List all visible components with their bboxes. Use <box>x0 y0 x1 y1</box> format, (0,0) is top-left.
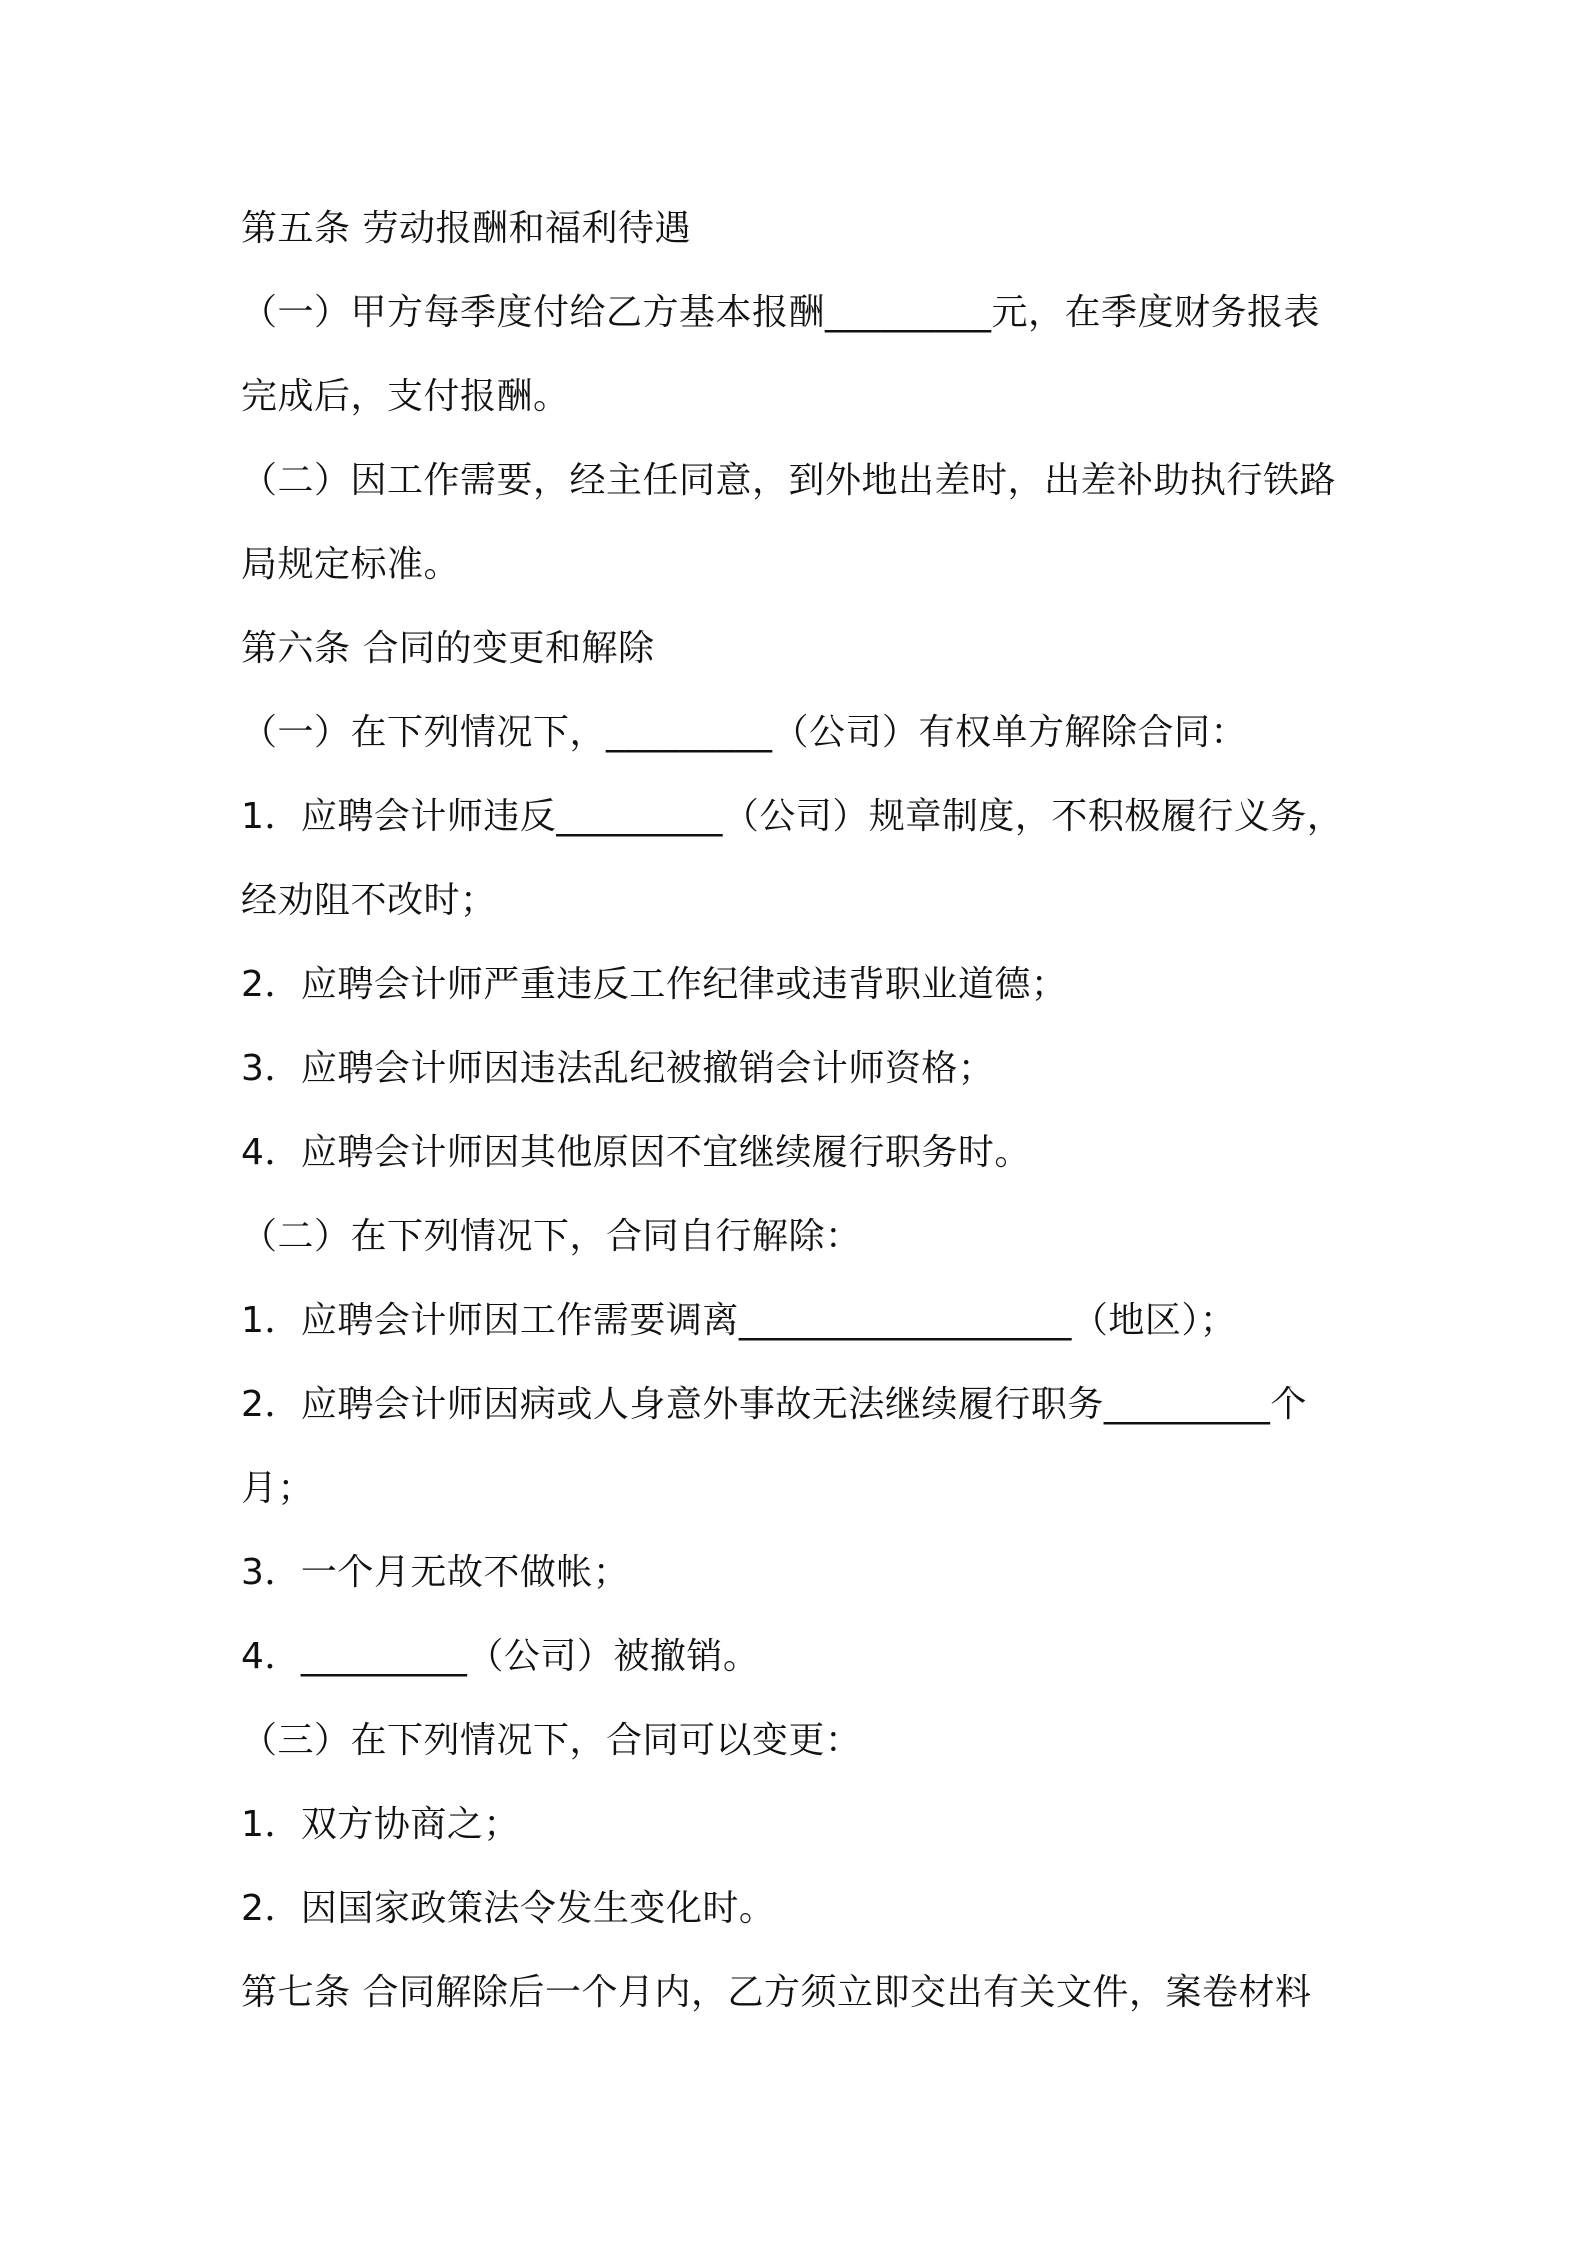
article-6-heading: 第六条 合同的变更和解除 <box>241 628 655 669</box>
clause-6-1-intro: （一）在下列情况下，_________（公司）有权单方解除合同： <box>241 712 1248 753</box>
clause-6-2-intro: （二）在下列情况下，合同自行解除： <box>241 1216 862 1257</box>
clause-6-2-item-2-line-1: 2．应聘会计师因病或人身意外事故无法继续履行职务_________个 <box>241 1384 1307 1425</box>
clause-6-2-item-3: 3．一个月无故不做帐； <box>241 1552 630 1593</box>
clause-5-2-line-2: 局规定标准。 <box>241 544 461 585</box>
clause-6-1-item-3: 3．应聘会计师因违法乱纪被撤销会计师资格； <box>241 1048 995 1089</box>
article-5-heading: 第五条 劳动报酬和福利待遇 <box>241 208 691 249</box>
clause-5-1-line-1: （一）甲方每季度付给乙方基本报酬_________元，在季度财务报表 <box>241 292 1321 333</box>
clause-6-1-item-2: 2．应聘会计师严重违反工作纪律或违背职业道德； <box>241 964 1068 1005</box>
clause-6-3-intro: （三）在下列情况下，合同可以变更： <box>241 1720 862 1761</box>
clause-6-1-item-1-line-1: 1．应聘会计师违反_________（公司）规章制度，不积极履行义务， <box>241 796 1344 837</box>
clause-5-2-line-1: （二）因工作需要，经主任同意，到外地出差时，出差补助执行铁路 <box>241 460 1337 501</box>
clause-6-1-item-1-line-2: 经劝阻不改时； <box>241 880 497 921</box>
clause-6-1-item-4: 4．应聘会计师因其他原因不宜继续履行职务时。 <box>241 1132 1031 1173</box>
clause-6-3-item-2: 2．因国家政策法令发生变化时。 <box>241 1888 776 1929</box>
clause-5-1-line-2: 完成后，支付报酬。 <box>241 376 570 417</box>
clause-6-2-item-4: 4．_________（公司）被撤销。 <box>241 1636 760 1677</box>
clause-6-2-item-1: 1．应聘会计师因工作需要调离__________________（地区）； <box>241 1300 1237 1341</box>
clause-6-3-item-1: 1．双方协商之； <box>241 1804 520 1845</box>
article-7-line-1: 第七条 合同解除后一个月内，乙方须立即交出有关文件，案卷材料 <box>241 1972 1312 2013</box>
clause-6-2-item-2-line-2: 月； <box>241 1468 315 1509</box>
